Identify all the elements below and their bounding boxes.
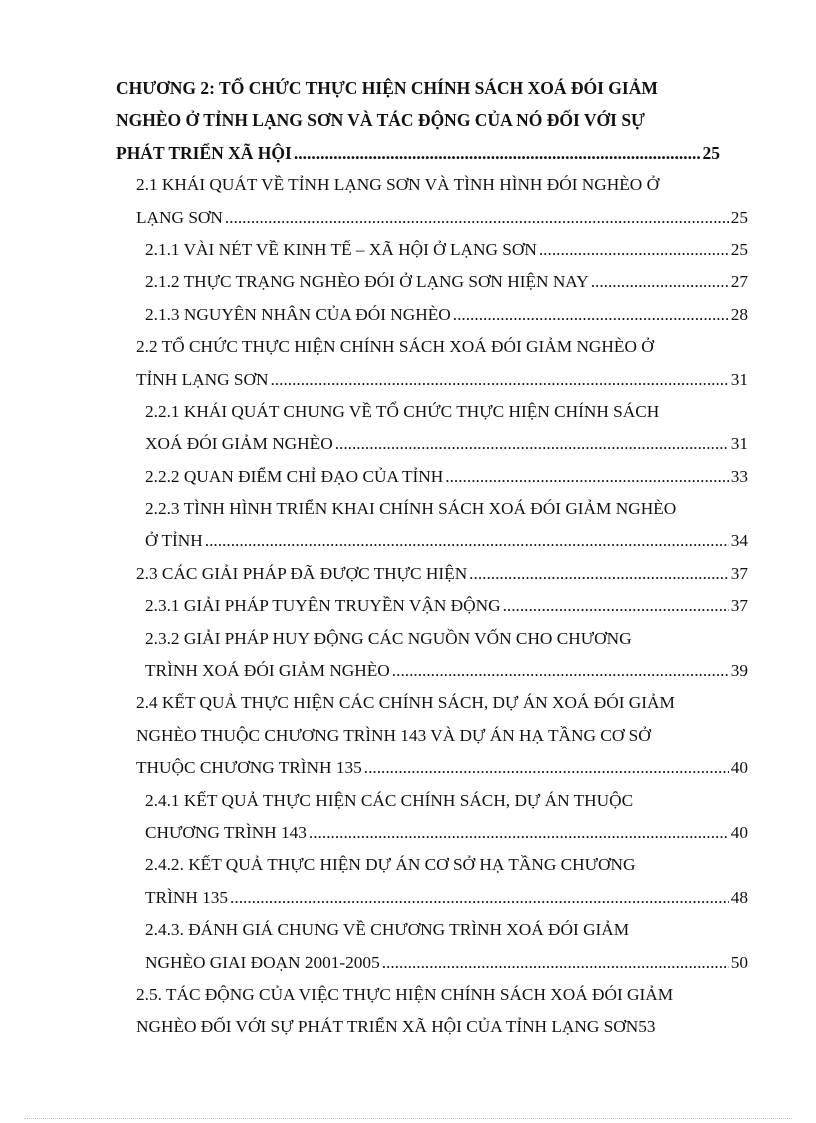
toc-entry-text: TỈNH LẠNG SƠN [136,369,269,389]
toc-entry[interactable] [0,785,816,850]
toc-entry-text: Ở TỈNH [145,531,203,551]
toc-entry[interactable] [0,493,816,558]
toc-entry-line [0,299,748,331]
toc-entry-line [0,687,748,719]
toc-page-number: 37 [730,596,748,616]
toc-page-number: 25 [730,207,748,227]
dot-leader [230,882,729,914]
toc-entry-text: CHƯƠNG 2: TỔ CHỨC THỰC HIỆN CHÍNH SÁCH XOÁ ĐÓI GIẢM [116,78,658,98]
toc-entry-line [0,137,720,169]
dot-leader [294,137,701,169]
toc-entry-line [0,947,748,979]
toc-entry-line [0,590,748,622]
dot-leader [453,299,729,331]
dot-leader [335,428,729,460]
toc-entry-line [0,428,748,460]
dot-leader [503,590,729,622]
toc-entry-text: 2.2.1 KHÁI QUÁT CHUNG VỀ TỔ CHỨC THỰC HIỆN CHÍNH SÁCH [145,401,660,421]
dot-leader [591,266,729,298]
toc-entry-text: 2.4.2. KẾT QUẢ THỰC HIỆN DỰ ÁN CƠ SỞ HẠ TẦNG CHƯƠNG [145,855,636,875]
toc-entry-text: XOÁ ĐÓI GIẢM NGHÈO [145,434,333,454]
toc-page-number: 39 [730,661,748,681]
toc-entry[interactable] [0,299,816,331]
toc-entry-line [0,849,748,881]
dot-leader [382,947,729,979]
toc-entry-text: 2.3.2 GIẢI PHÁP HUY ĐỘNG CÁC NGUỒN VỐN CHO CHƯƠNG [145,628,632,648]
toc-page-number: 28 [730,304,748,324]
toc-entry[interactable] [0,169,816,234]
toc-page-number: 53 [638,1017,656,1037]
toc-entry-line [0,461,748,493]
toc-page-number: 31 [730,369,748,389]
toc-entry-text: NGHÈO THUỘC CHƯƠNG TRÌNH 143 VÀ DỰ ÁN HẠ TẦNG CƠ SỞ [136,725,651,745]
toc-entry-line [0,623,748,655]
toc-entry-line [0,104,720,136]
toc-entry-text: 2.2.2 QUAN ĐIỂM CHỈ ĐẠO CỦA TỈNH [145,466,444,486]
toc-entry-text: PHÁT TRIỂN XÃ HỘI [116,142,292,163]
dot-leader [364,752,729,784]
toc-entry-text: TRÌNH 135 [145,887,229,907]
toc-entry-text: 2.2 TỔ CHỨC THỰC HIỆN CHÍNH SÁCH XOÁ ĐÓI GIẢM NGHÈO Ở [136,337,654,357]
toc-page-number: 37 [730,563,748,583]
toc-entry-line [0,525,748,557]
toc-page-number: 25 [730,239,748,259]
toc-entry[interactable] [0,266,816,298]
toc-entry-text: 2.2.3 TÌNH HÌNH TRIỂN KHAI CHÍNH SÁCH XOÁ ĐÓI GIẢM NGHÈO [145,499,677,519]
dot-leader [205,525,729,557]
toc-entry-text: 2.3 CÁC GIẢI PHÁP ĐÃ ĐƯỢC THỰC HIỆN [136,563,468,583]
toc-entry-text: 2.1.1 VÀI NÉT VỀ KINH TẾ – XÃ HỘI Ở LẠNG SƠN [145,239,537,259]
toc-entry-line [0,266,748,298]
toc-entry[interactable] [0,461,816,493]
toc-entry[interactable] [0,234,816,266]
dot-leader [539,234,729,266]
toc-entry-text: 2.4 KẾT QUẢ THỰC HIỆN CÁC CHÍNH SÁCH, DỰ ÁN XOÁ ĐÓI GIẢM [136,693,675,713]
toc-page-number: 40 [730,822,748,842]
toc-entry[interactable] [0,72,816,169]
toc-page-number: 25 [702,142,720,163]
toc-entry[interactable] [0,396,816,461]
toc-entry-text: NGHÈO GIAI ĐOẠN 2001-2005 [145,952,380,972]
dot-leader [309,817,729,849]
toc-entry-line [0,72,720,104]
toc-entry-line [0,752,748,784]
toc-entry[interactable] [0,590,816,622]
toc-entry-line [0,720,748,752]
toc-entry-text: NGHÈO ĐỐI VỚI SỰ PHÁT TRIỂN XÃ HỘI CỦA TỈNH LẠNG SƠN [136,1017,639,1037]
toc-entry-text: LẠNG SƠN [136,207,223,227]
toc-entry-line [0,558,748,590]
toc-entry-line [0,655,748,687]
toc-entry-text: TRÌNH XOÁ ĐÓI GIẢM NGHÈO [145,661,390,681]
toc-page-number: 31 [730,434,748,454]
toc-entry-text: THUỘC CHƯƠNG TRÌNH 135 [136,758,362,778]
toc-page-number: 27 [730,272,748,292]
toc-entry-line [0,882,748,914]
page-bottom-rule [24,1118,792,1119]
toc-page-number: 48 [730,887,748,907]
toc-entry[interactable] [0,331,816,396]
table-of-contents [0,72,816,1044]
dot-leader [469,558,729,590]
dot-leader [445,461,728,493]
dot-leader [392,655,729,687]
toc-entry-line [0,979,748,1011]
toc-page-number: 33 [730,466,748,486]
toc-entry[interactable] [0,914,816,979]
toc-entry-line [0,169,748,201]
toc-entry-line [0,202,748,234]
toc-entry-text: NGHÈO Ở TỈNH LẠNG SƠN VÀ TÁC ĐỘNG CỦA NÓ ĐỐI VỚI SỰ [116,110,645,131]
toc-entry-line [0,817,748,849]
toc-entry-text: 2.3.1 GIẢI PHÁP TUYÊN TRUYỀN VẬN ĐỘNG [145,596,501,616]
toc-entry-text: CHƯƠNG TRÌNH 143 [145,822,307,842]
toc-page-number: 50 [730,952,748,972]
toc-entry-text: 2.1 KHÁI QUÁT VỀ TỈNH LẠNG SƠN VÀ TÌNH HÌNH ĐÓI NGHÈO Ở [136,175,660,195]
toc-page-number: 40 [730,758,748,778]
toc-entry-line [0,1011,748,1043]
toc-entry-line [0,234,748,266]
toc-entry-text: 2.4.1 KẾT QUẢ THỰC HIỆN CÁC CHÍNH SÁCH, DỰ ÁN THUỘC [145,790,634,810]
toc-entry-line [0,396,748,428]
toc-entry-line [0,493,748,525]
toc-entry-line [0,914,748,946]
toc-entry-line [0,331,748,363]
toc-page-number: 34 [730,531,748,551]
toc-entry-text: 2.1.3 NGUYÊN NHÂN CỦA ĐÓI NGHÈO [145,304,451,324]
toc-entry-text: 2.4.3. ĐÁNH GIÁ CHUNG VỀ CHƯƠNG TRÌNH XOÁ ĐÓI GIẢM [145,920,630,940]
dot-leader [225,202,729,234]
toc-entry[interactable] [0,979,816,1044]
toc-entry-line [0,785,748,817]
toc-entry[interactable] [0,623,816,688]
toc-entry-line [0,364,748,396]
toc-entry[interactable] [0,849,816,914]
toc-entry-text: 2.5. TÁC ĐỘNG CỦA VIỆC THỰC HIỆN CHÍNH SÁCH XOÁ ĐÓI GIẢM [136,984,674,1004]
toc-entry[interactable] [0,558,816,590]
toc-entry[interactable] [0,687,816,784]
dot-leader [270,364,728,396]
toc-entry-text: 2.1.2 THỰC TRẠNG NGHÈO ĐÓI Ở LẠNG SƠN HIỆN NAY [145,272,589,292]
